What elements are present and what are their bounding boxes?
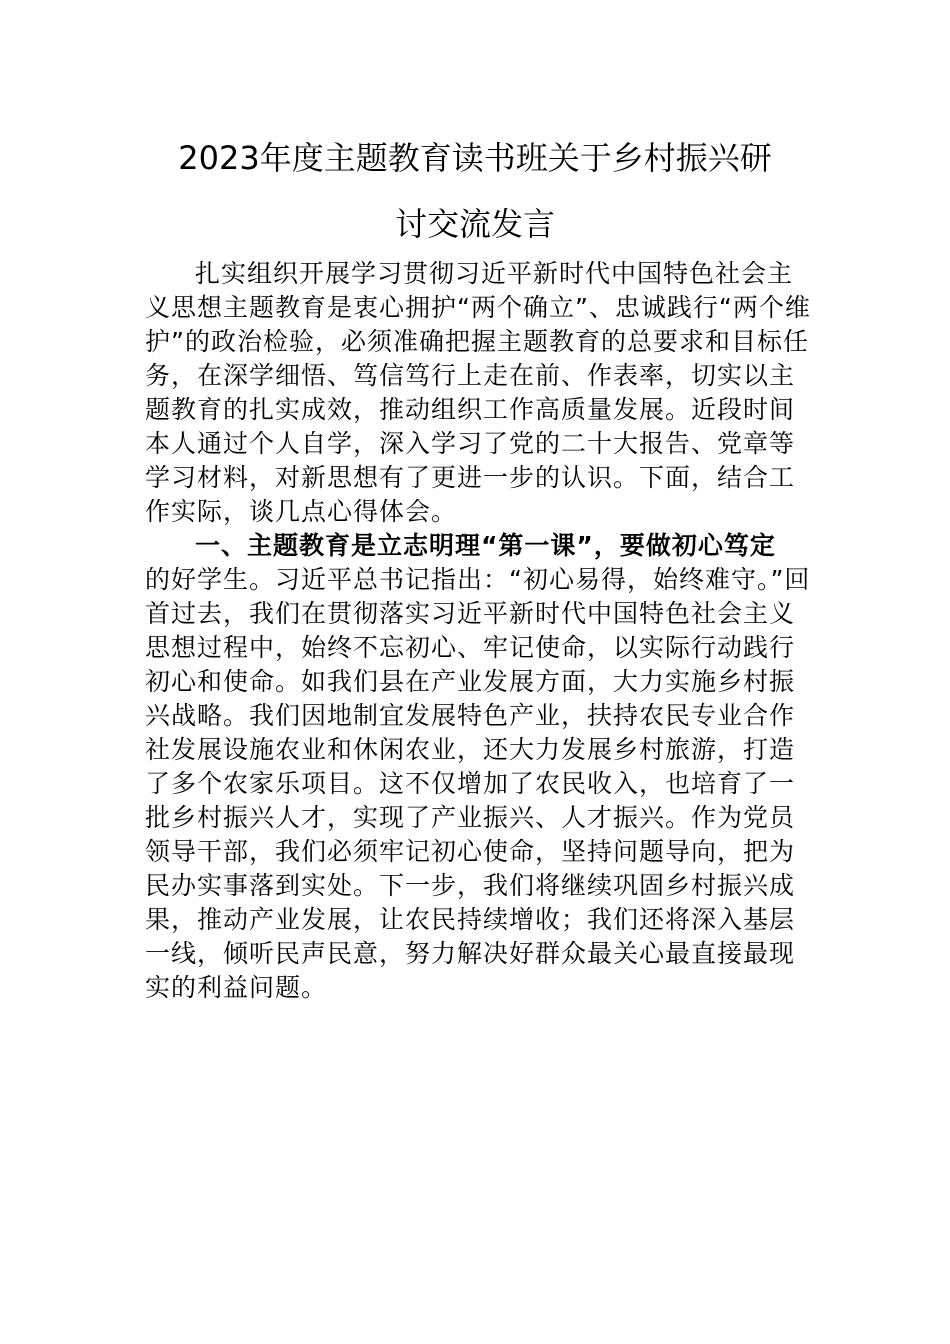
paragraph-2-line: 了多个农家乐项目。这不仅增加了农民收入，也培育了一 xyxy=(145,769,796,798)
paragraph-2-line: 果，推动产业发展，让农民持续增收；我们还将深入基层 xyxy=(145,905,796,934)
paragraph-2-line: 的好学生。习近平总书记指出：“初心易得，始终难守。”回 xyxy=(145,565,811,594)
paragraph-2-line: 实的利益问题。 xyxy=(145,973,328,1002)
document-body xyxy=(145,257,810,1005)
paragraph-2-line: 民办实事落到实处。下一步，我们将继续巩固乡村振兴成 xyxy=(145,871,796,900)
paragraph-1-line: 义思想主题教育是衷心拥护“两个确立”、忠诚践行“两个维 xyxy=(145,293,811,322)
paragraph-2-line: 思想过程中，始终不忘初心、牢记使命，以实际行动践行 xyxy=(145,633,796,662)
paragraph-2-line: 一线，倾听民声民意，努力解决好群众最关心最直接最现 xyxy=(145,939,796,968)
paragraph-2-line: 兴战略。我们因地制宜发展特色产业，扶持农民专业合作 xyxy=(145,701,796,730)
paragraph-1-line: 本人通过个人自学，深入学习了党的二十大报告、党章等 xyxy=(145,429,796,458)
section-1-heading: 一、主题教育是立志明理“第一课”，要做初心笃定 xyxy=(195,531,776,560)
paragraph-1-line: 学习材料，对新思想有了更进一步的认识。下面，结合工 xyxy=(145,463,796,492)
paragraph-2-line: 社发展设施农业和休闲农业，还大力发展乡村旅游，打造 xyxy=(145,735,796,764)
paragraph-1-line: 务，在深学细悟、笃信笃行上走在前、作表率，切实以主 xyxy=(145,361,796,390)
paragraph-1-line: 题教育的扎实成效，推动组织工作高质量发展。近段时间 xyxy=(145,395,796,424)
paragraph-2-line: 批乡村振兴人才，实现了产业振兴、人才振兴。作为党员 xyxy=(145,803,796,832)
document-title-line-2: 讨交流发言 xyxy=(394,205,555,243)
paragraph-1-line: 作实际，谈几点心得体会。 xyxy=(145,497,458,526)
paragraph-2-line: 首过去，我们在贯彻落实习近平新时代中国特色社会主义 xyxy=(145,599,796,628)
paragraph-1-line: 护”的政治检验，必须准确把握主题教育的总要求和目标任 xyxy=(145,327,809,356)
paragraph-1-line: 扎实组织开展学习贯彻习近平新时代中国特色社会主 xyxy=(195,259,794,288)
document-title-line-1: 2023年度主题教育读书班关于乡村振兴研 xyxy=(178,139,772,177)
paragraph-2-line: 领导干部，我们必须牢记初心使命，坚持问题导向，把为 xyxy=(145,837,796,866)
paragraph-2-line: 初心和使命。如我们县在产业发展方面，大力实施乡村振 xyxy=(145,667,796,696)
